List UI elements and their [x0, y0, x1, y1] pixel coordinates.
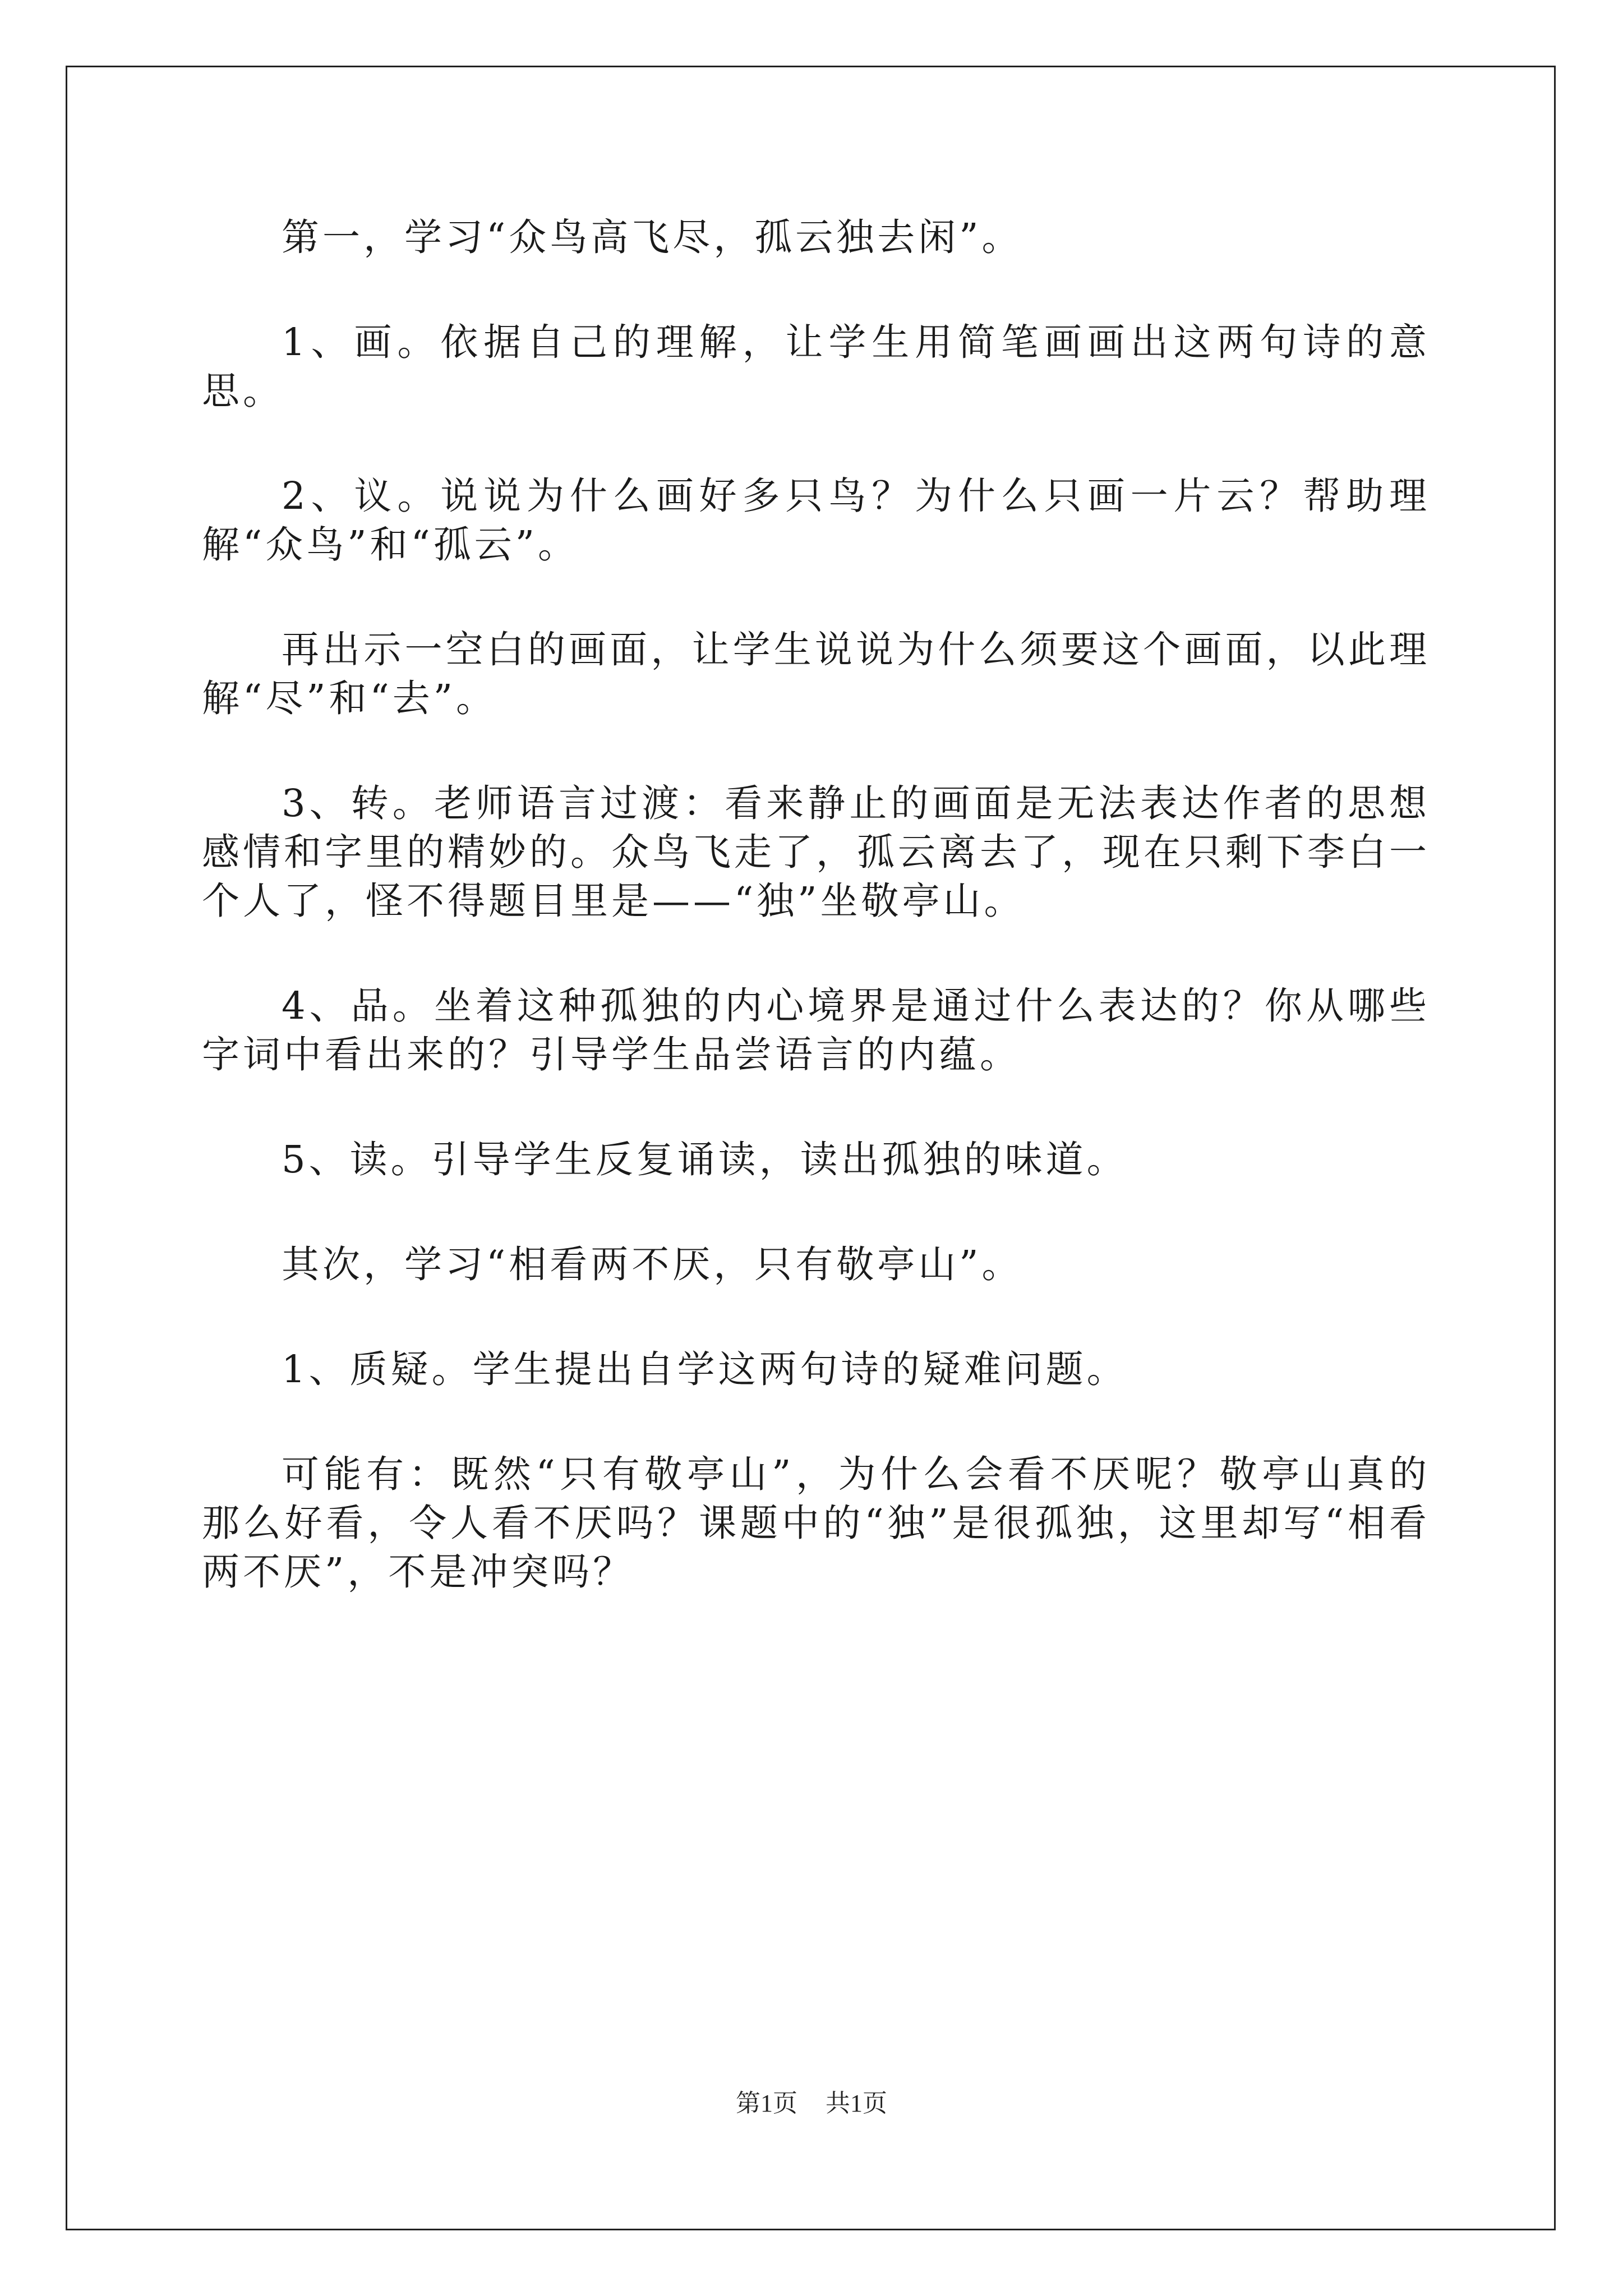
page-number: 第1页	[736, 2090, 797, 2117]
page-total: 共1页	[826, 2090, 887, 2117]
paragraph-5: 3、转。老师语言过渡：看来静止的画面是无法表达作者的思想感情和字里的精妙的。众鸟飞走了，孤云离去了，现在只剩下李白一个人了，怪不得题目里是——“独”坐敬亭山。	[202, 781, 1430, 923]
paragraph-1: 第一，学习“众鸟高飞尽，孤云独去闲”。	[282, 215, 1023, 259]
page-footer	[0, 2087, 1623, 2120]
paragraph-10: 可能有：既然“只有敬亭山”，为什么会看不厌呢？敬亭山真的那么好看，令人看不厌吗？课题中的“独”是很孤独，这里却写“相看两不厌”，不是冲突吗？	[202, 1452, 1430, 1594]
paragraph-3: 2、议。说说为什么画好多只鸟？为什么只画一片云？帮助理解“众鸟”和“孤云”。	[202, 474, 1430, 567]
paragraph-9: 1、质疑。学生提出自学这两句诗的疑难问题。	[282, 1347, 1128, 1391]
paragraph-4: 再出示一空白的画面，让学生说说为什么须要这个画面，以此理解“尽”和“去”。	[202, 628, 1430, 720]
paragraph-8: 其次，学习“相看两不厌，只有敬亭山”。	[282, 1243, 1023, 1286]
document-body	[202, 213, 1430, 1653]
paragraph-6: 4、品。坐着这种孤独的内心境界是通过什么表达的？你从哪些字词中看出来的？引导学生品尝语言的内蕴。	[202, 984, 1430, 1076]
paragraph-2: 1、画。依据自己的理解，让学生用简笔画画出这两句诗的意思。	[202, 320, 1430, 413]
paragraph-7: 5、读。引导学生反复诵读，读出孤独的味道。	[282, 1138, 1128, 1181]
